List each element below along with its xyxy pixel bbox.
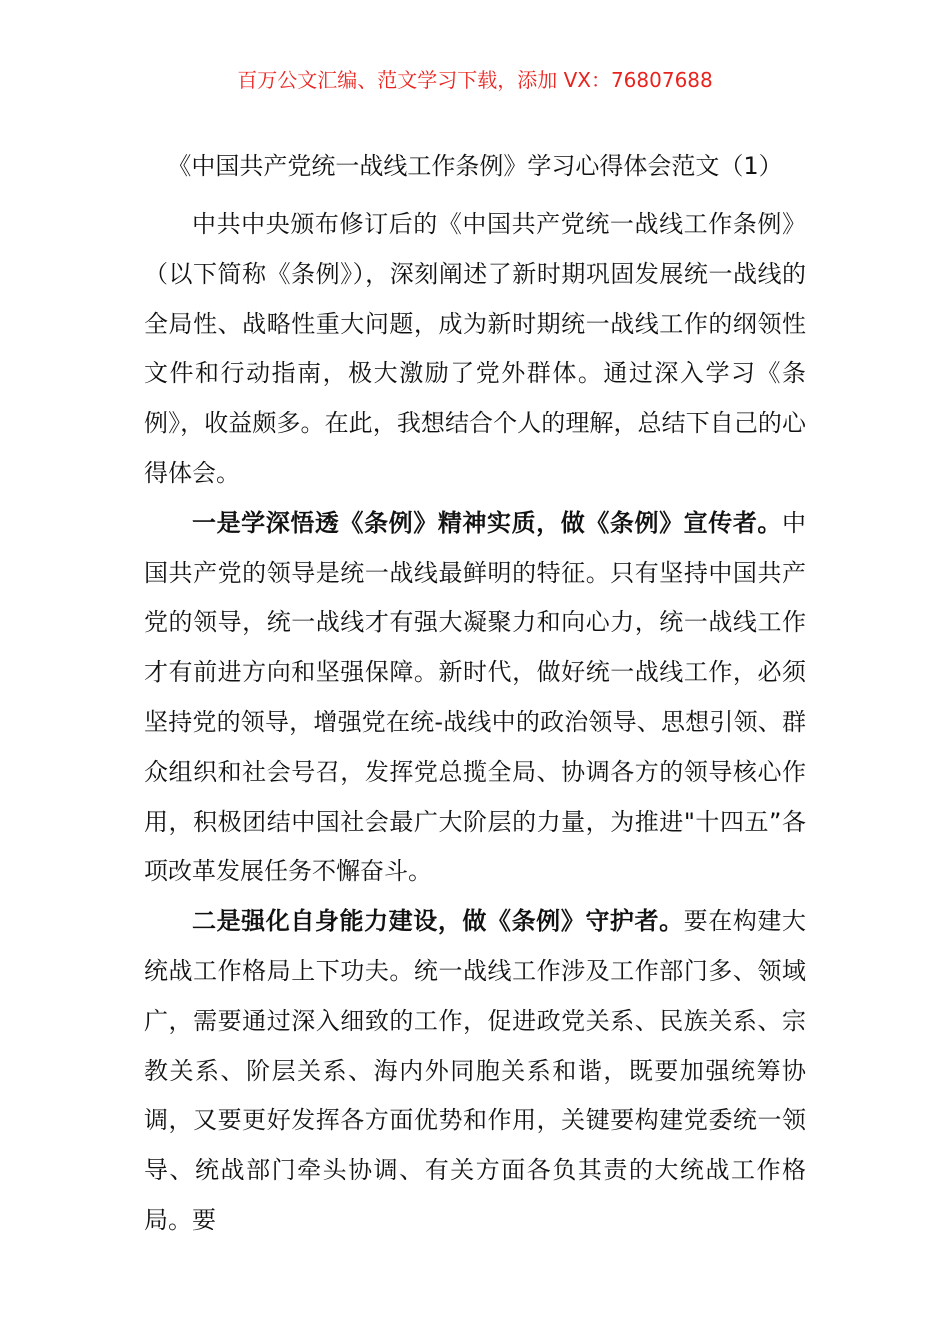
paragraph-text: 中共中央颁布修订后的《中国共产党统一战线工作条例》（以下简称《条例》），深刻阐述了新时期巩固发展统一战线的全局性、战略性重大问题，成为新时期统一战线工作的纲领性文件和行动指南，极大激励了党外群体。通过深入学习《条例》，收益颇多。在此，我想结合个人的理解，总结下自己的心得体会。 — [144, 210, 806, 487]
paragraph-point-1 — [144, 499, 806, 897]
paragraph-intro — [144, 200, 806, 499]
paragraph-text: 要在构建大统战工作格局上下功夫。统一战线工作涉及工作部门多、领域广，需要通过深入细致的工作，促进政党关系、民族关系、宗教关系、阶层关系、海内外同胞关系和谐，既要加强统筹协调，又要更好发挥各方面优势和作用，关键要构建党委统一领导、统战部门牵头协调、有关方面各负其责的大统战工作格局。要 — [144, 907, 807, 1234]
paragraph-point-2 — [144, 897, 806, 1246]
document-title: 《中国共产党统一战线工作条例》学习心得体会范文（1） — [167, 152, 783, 180]
promo-header: 百万公文汇编、范文学习下载，添加 VX：76807688 — [237, 68, 713, 92]
paragraph-text: 中国共产党的领导是统一战线最鲜明的特征。只有坚持中国共产党的领导，统一战线才有强大凝聚力和向心力，统一战线工作才有前进方向和坚强保障。新时代，做好统一战线工作，必须坚持党的领导，增强党在统-战线中的政治领导、思想引领、群众组织和社会号召，发挥党总揽全局、协调各方的领导核心作用，积极团结中国社会最广大阶层的力量，为推进"十四五”各项改革发展任务不懈奋斗。 — [144, 508, 806, 886]
paragraph-lead: 二是强化自身能力建设，做《条例》守护者。 — [192, 907, 684, 936]
document-body — [144, 200, 806, 1246]
paragraph-lead: 一是学深悟透《条例》精神实质，做《条例》宣传者。 — [192, 508, 782, 537]
